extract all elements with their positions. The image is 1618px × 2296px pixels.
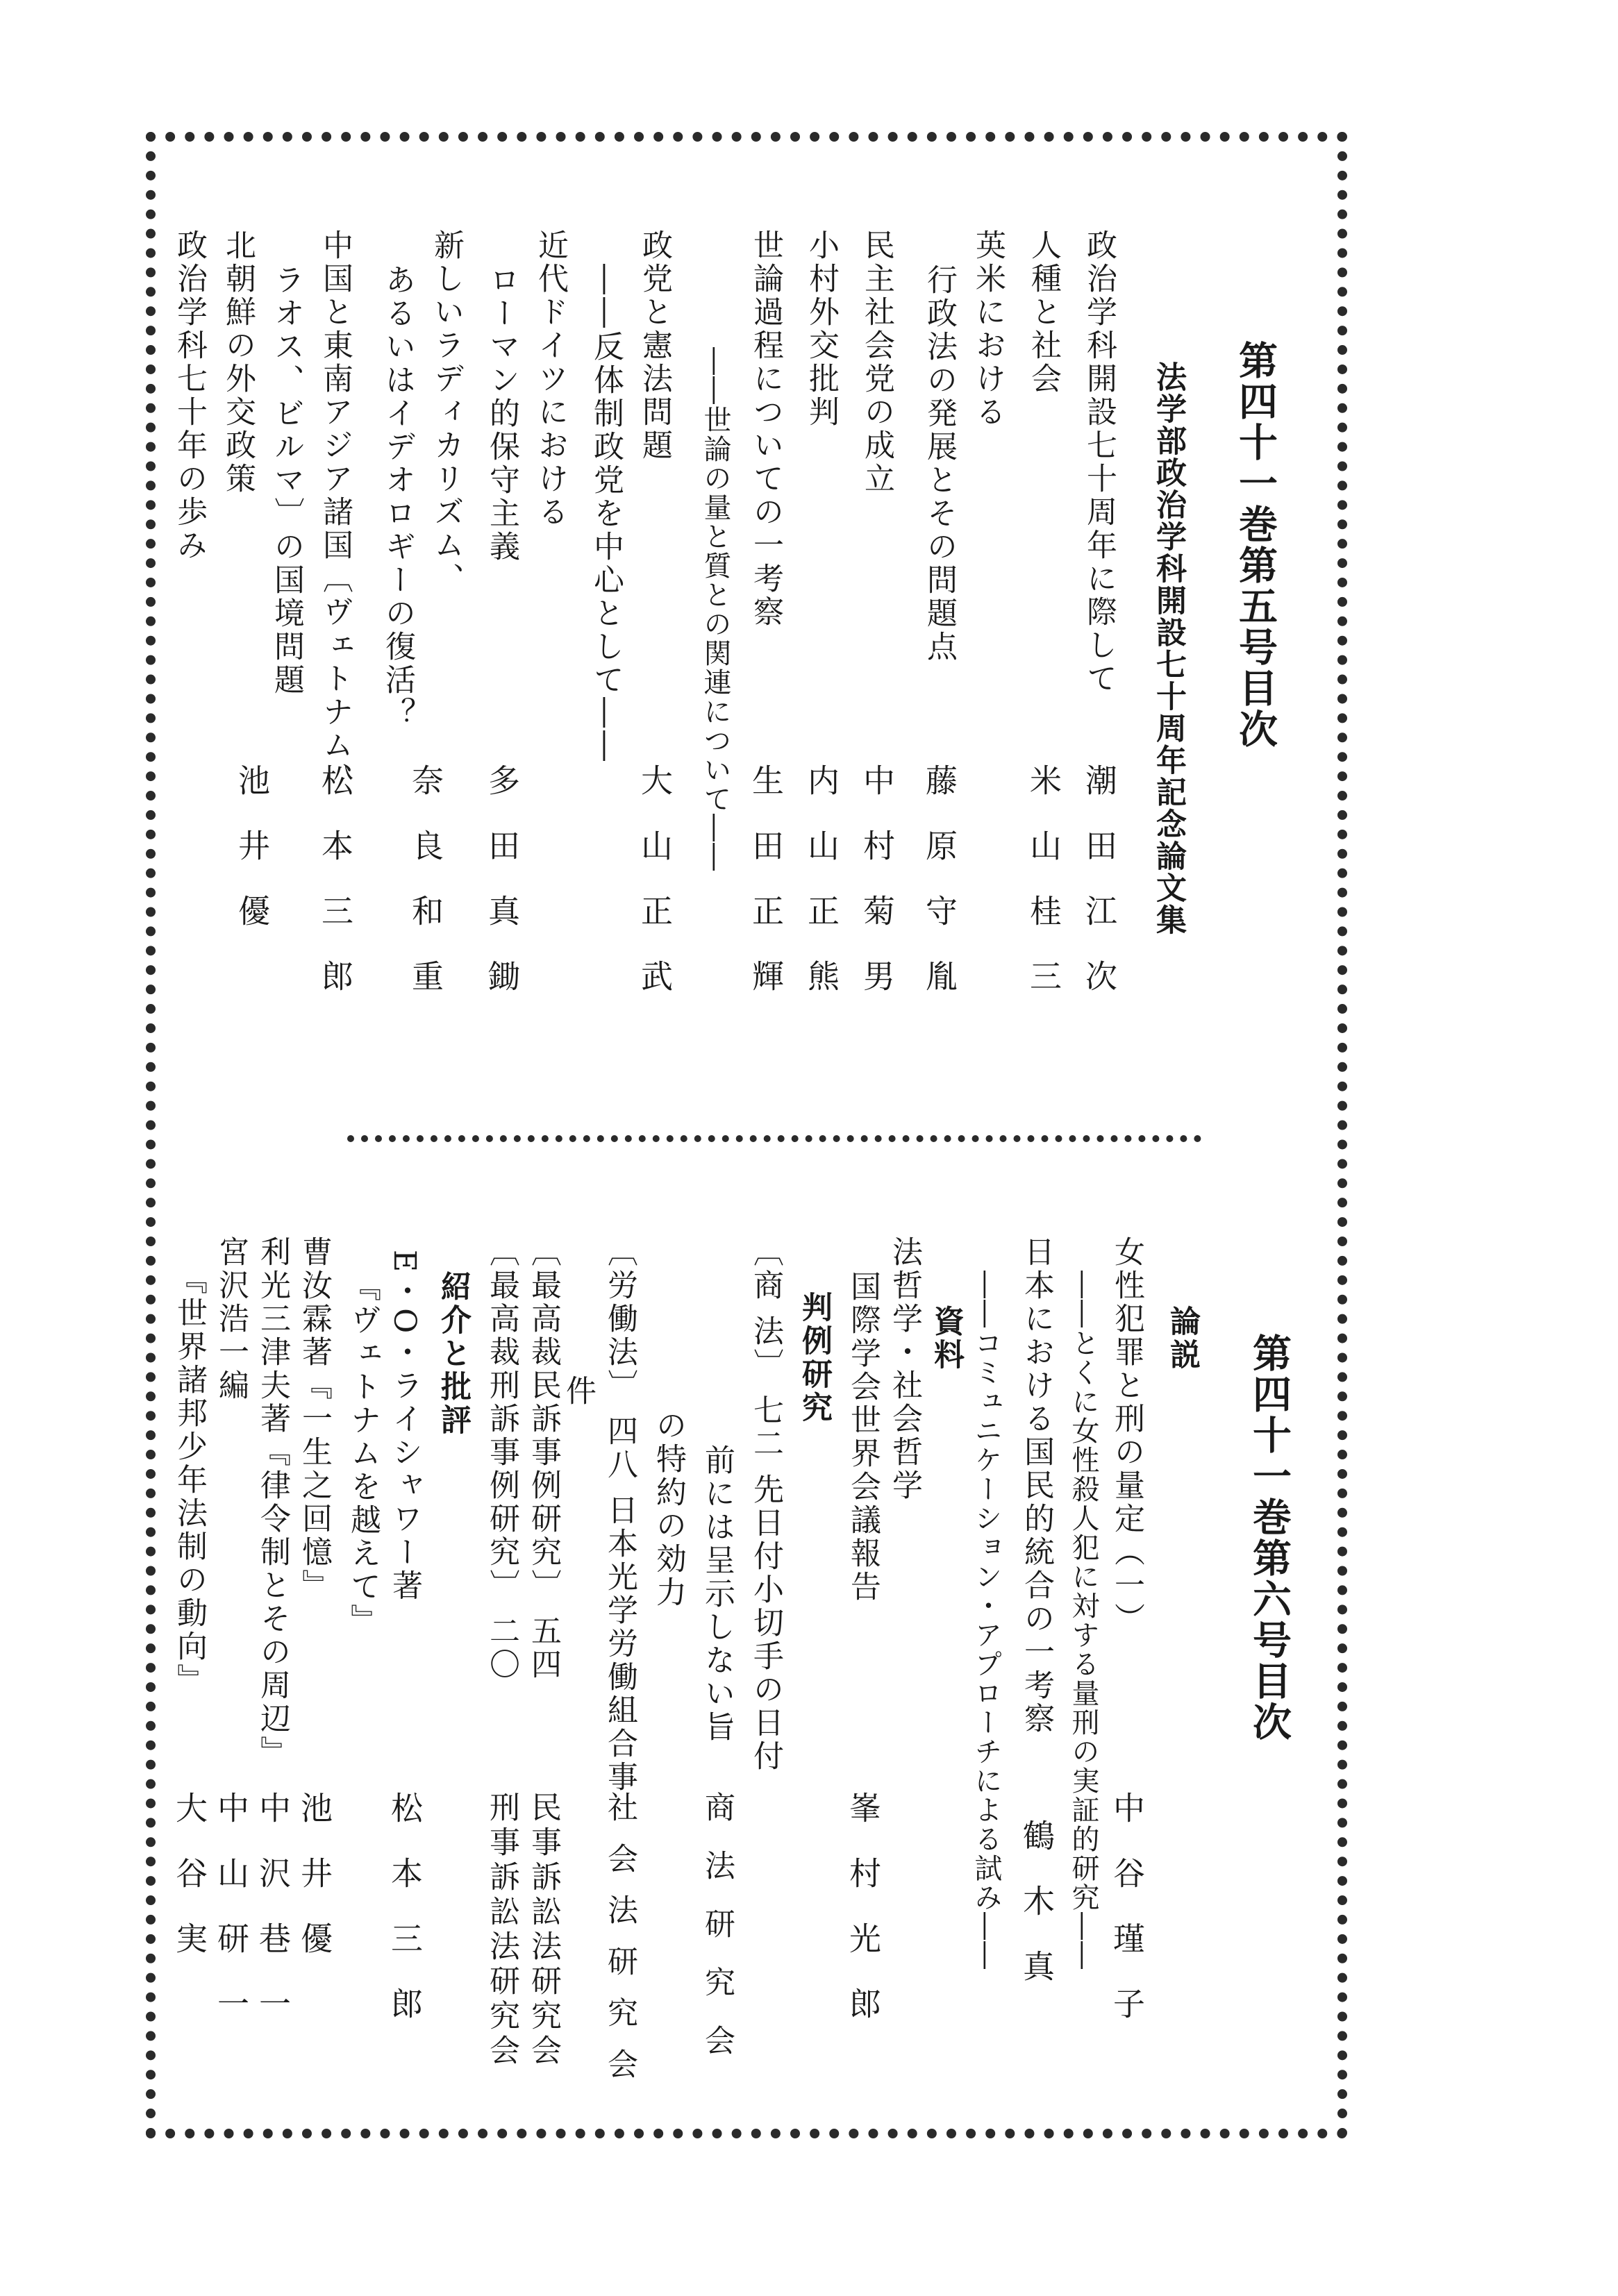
vol5-entry-author: 生田正輝 [747,764,785,1025]
vol6-entry-subtitle: 件 [560,1375,596,1408]
vol6-entry-subtitle: 前には呈示しない旨 [699,1444,735,1744]
vol6-entry-subtitle: ――とくに女性殺人犯に対する量刑の実証的研究―― [1067,1271,1099,1970]
vol5-entry-title: 新しいラディカリズム、 [428,229,464,596]
vol6-entry-author: 社会法研究会 [602,1791,637,2100]
vol5-entry-subtitle: ――世論の量と質との関連について―― [699,347,731,872]
vol6-entry-subtitle: 『ヴェトナムを越えて』 [345,1271,381,1637]
vol6-entry-title: 〔最高裁刑訴事例研究〕 二〇 [484,1236,519,1682]
vol5-entry-title: 人種と社会 [1026,229,1061,396]
vol5-entry-title: 政党と憲法問題 [637,229,672,462]
vol6-entry-title: 女性犯罪と刑の量定（一） [1109,1236,1144,1636]
vol6-entry-author: 池井優 [296,1791,333,1987]
vol6-entry-author: 鶴木真 [1018,1819,1056,2015]
vol5-entry-author: 大山正武 [636,764,674,1025]
section-heading-shiryo: 資料 [928,1305,964,1372]
vol6-entry-author: 刑事訴訟法研究会 [484,1791,519,2069]
vol6-entry-author: 民事訴訟法研究会 [526,1791,561,2069]
section-divider [347,1135,1201,1142]
vol5-series-title: 法学部政治学科開設七十周年記念論文集 [1151,361,1186,936]
vol6-issue-title: 第四十一巻第六号目次 [1246,1333,1292,1743]
vol5-entry-author: 奈良和重 [407,764,444,1025]
vol6-entry-title: 〔労働法〕 四八 日本光学労働組合事 [602,1236,637,1794]
vol6-entry-title: 〔最高裁民訴事例研究〕 五四 [526,1236,561,1682]
vol5-entry-title: 世論過程についての一考察 [748,229,783,629]
section-heading-ronsetsu: 論説 [1165,1305,1200,1372]
vol6-entry-subtitle: の特約の効力 [651,1409,686,1609]
vol5-issue-title: 第四十一巻第五号目次 [1233,340,1278,750]
vol5-entry-author: 多田真鋤 [483,764,521,1025]
vol5-entry-subtitle: ――反体制政党を中心として―― [588,264,624,764]
vol6-entry-author: 中谷瑾子 [1108,1791,1146,2052]
vol6-entry-author: 峯村光郎 [844,1791,882,2052]
vol5-entry-author: 池井優 [233,764,271,960]
vol6-entry-title: 曹汝霖著『一生之回憶』 [297,1236,332,1602]
vol5-entry-author: 米山桂三 [1025,764,1062,1025]
vol5-entry-title: 北朝鮮の外交政策 [220,229,256,496]
vol6-entry-author: 中沢巷一 [254,1791,292,2052]
vol5-entry-subtitle: あるいはイデオロギーの復活？ [380,264,415,730]
vol6-entry-title: 宮沢浩一編 [213,1236,249,1402]
vol6-entry-title: 利光三津夫著『律令制とその周辺』 [255,1236,290,1769]
vol5-entry-title: 政治学科開設七十周年に際して [1081,229,1117,696]
section-heading-hanrei: 判例研究 [797,1291,832,1425]
vol6-entry-subtitle: ――コミュニケーション・アプローチによる試み―― [970,1271,1002,1970]
vol5-entry-title: 近代ドイツにおける [533,229,568,529]
section-heading-shokai: 紹介と批評 [435,1271,471,1437]
vol5-entry-author: 藤原守胤 [921,764,958,1025]
vol6-entry-subtitle: 国際学会世界会議報告 [845,1271,881,1604]
vol5-entry-author: 内山正熊 [803,764,840,1025]
vol6-entry-author: 大谷実 [171,1791,208,1987]
vol5-entry-title: 小村外交批判 [803,229,839,429]
vol5-entry-title: 民主社会党の成立 [859,229,894,496]
vol5-entry-title: 政治学科七十年の歩み [172,229,207,562]
vol6-entry-title: E・O・ライシャワー著 [387,1250,422,1603]
vol5-entry-author: 中村菊男 [858,764,896,1025]
vol5-entry-title: 英米における [970,229,1006,429]
vol5-entry-subtitle: 行政法の発展とその問題点 [921,264,957,664]
vol6-entry-title: 日本における国民的統合の一考察 [1019,1236,1054,1736]
vol5-entry-title: 中国と東南アジア諸国〔ヴェトナム、 [317,229,353,796]
vol5-entry-subtitle: ローマン的保守主義 [484,264,519,564]
vol6-entry-title: 〔商 法〕 七二 先日付小切手の日付 [748,1236,783,1773]
vol5-entry-author: 潮田江次 [1081,764,1118,1025]
vol5-entry-subtitle: ラオス、ビルマ〕の国境問題 [269,264,304,697]
vol5-entry-author: 松本三郎 [317,764,354,1025]
vol6-entry-subtitle: 『世界諸邦少年法制の動向』 [172,1264,207,1697]
vol6-entry-title: 法哲学・社会哲学 [887,1236,922,1502]
vol6-entry-author: 商法研究会 [699,1791,735,2083]
vol6-entry-author: 松本三郎 [386,1791,424,2052]
vol6-entry-author: 中山研一 [212,1791,250,2052]
